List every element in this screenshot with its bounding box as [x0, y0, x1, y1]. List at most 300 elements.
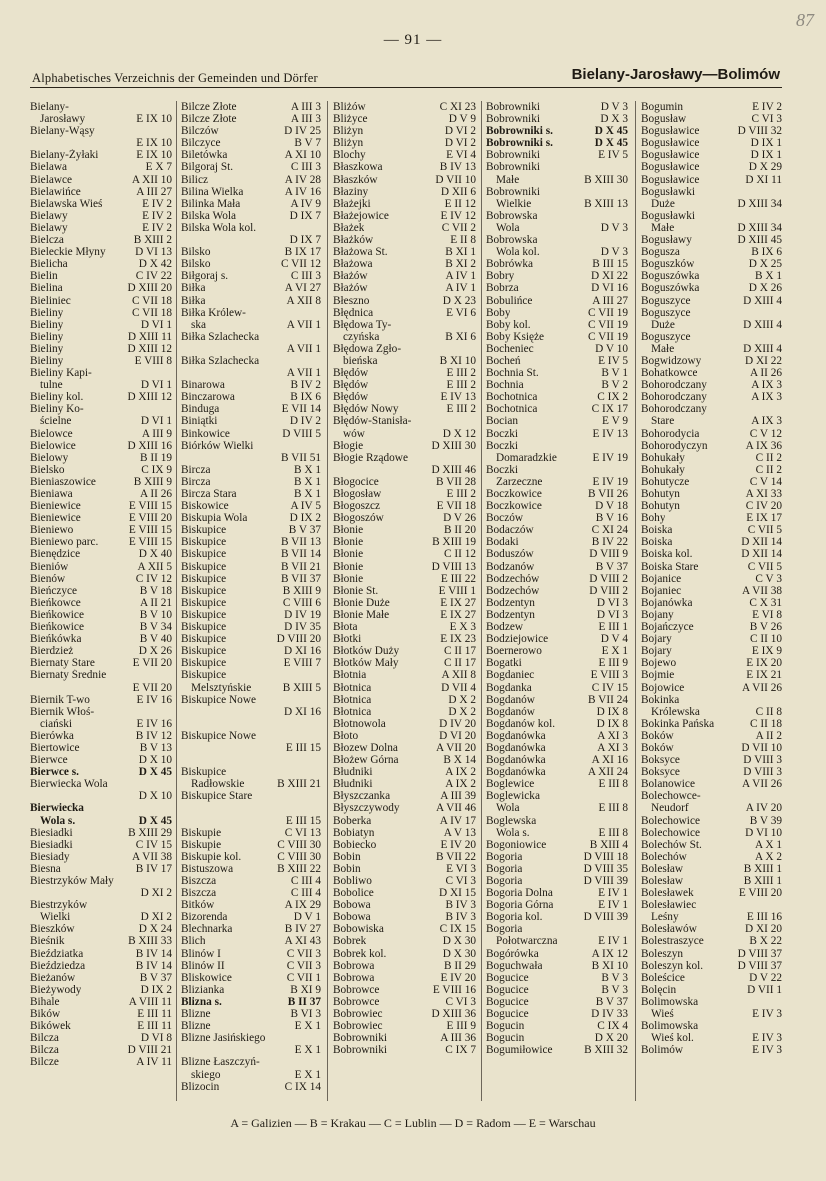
locality-name: Biskupice [181, 548, 227, 561]
locality-code: C VIII 30 [277, 850, 321, 863]
locality-code: D V 22 [749, 971, 782, 984]
locality-code: E III 11 [137, 1020, 172, 1033]
index-entry [641, 452, 782, 464]
locality-code: E IX 9 [751, 645, 782, 658]
index-entry [333, 101, 476, 113]
locality-name: Bolanowice [641, 778, 695, 791]
locality-code: A XI 3 [597, 729, 628, 742]
locality-code: E IV 3 [752, 1032, 782, 1045]
index-entry [30, 125, 172, 137]
locality-code: E III 8 [598, 778, 628, 791]
locality-code: B VII 14 [281, 548, 321, 561]
locality-code: B V 39 [749, 814, 782, 827]
locality-name: Bobrowa [333, 959, 375, 972]
index-entry [30, 512, 172, 524]
locality-name: Biernik Włoś- [30, 705, 95, 718]
locality-name: Bodzentyn [486, 608, 535, 621]
locality-code: A IX 2 [445, 766, 476, 779]
locality-code: C VI 13 [284, 826, 321, 839]
index-entry [30, 1020, 172, 1032]
index-entry [181, 101, 321, 113]
index-entry [486, 101, 628, 113]
locality-name: Biskupice [181, 536, 227, 549]
locality-code: C VII 18 [132, 294, 172, 307]
locality-name: Blizna s. [181, 995, 222, 1008]
locality-code: C IX 17 [591, 403, 628, 416]
locality-name: Bobulińce [486, 294, 533, 307]
locality-name: Boiska Stare [641, 560, 699, 573]
index-entry [641, 827, 782, 839]
index-entry [333, 706, 476, 718]
locality-name: Blizianka [181, 983, 225, 996]
index-entry [333, 923, 476, 935]
index-entry [641, 682, 782, 694]
locality-code: D XI 20 [744, 923, 782, 936]
locality-name: Bieśnik [30, 935, 65, 948]
index-entry [641, 730, 782, 742]
locality-name: Bogoria [486, 862, 523, 875]
locality-name: Bodziejowice [486, 633, 549, 646]
locality-code: B XIII 13 [584, 197, 628, 210]
index-entry [333, 331, 476, 343]
index-entry [333, 887, 476, 899]
index-entry [486, 742, 628, 754]
index-entry [641, 1020, 782, 1032]
locality-name: Bogoria [486, 923, 523, 936]
locality-code: A XI 3 [597, 741, 628, 754]
locality-code [319, 307, 321, 319]
locality-code: B XIII 32 [584, 1044, 628, 1057]
index-entry [641, 307, 782, 319]
locality-name: Boleścice [641, 971, 685, 984]
locality-name: Bierdzież [30, 645, 74, 658]
locality-name: Bojary [641, 645, 672, 658]
locality-name: Bogdanów kol. [486, 717, 556, 730]
index-entry [641, 415, 782, 427]
locality-code: E III 8 [598, 826, 628, 839]
index-entry [333, 125, 476, 137]
index-entry [641, 512, 782, 524]
index-entry [30, 960, 172, 972]
locality-code: E III 2 [446, 488, 476, 500]
index-entry [30, 911, 172, 923]
locality-code: A III 9 [141, 427, 172, 440]
index-entry [333, 718, 476, 730]
index-entry [641, 597, 782, 609]
locality-code: E X 1 [294, 1068, 321, 1081]
locality-code: D X 10 [138, 790, 172, 803]
locality-name: Bielawińce [30, 185, 81, 198]
locality-name: Boiska [641, 524, 673, 537]
index-entry [486, 343, 628, 355]
locality-name: Bieńkowice [30, 608, 84, 621]
locality-name: Boczki [486, 427, 518, 440]
locality-name: Bobolice [333, 887, 374, 900]
locality-code: E X 3 [449, 621, 476, 634]
locality-code [626, 186, 628, 198]
locality-name: Boksyce [641, 766, 680, 779]
locality-name: Błonie [333, 572, 364, 585]
locality-name: Boleszyn [641, 947, 684, 960]
locality-name: Bilcza [30, 1044, 59, 1057]
locality-code: B VII 24 [588, 693, 628, 706]
locality-code [170, 125, 172, 137]
locality-name: Błażowa St. [333, 246, 388, 259]
locality-code: B V 13 [139, 741, 172, 754]
locality-name: Biskupice [181, 657, 227, 670]
locality-code: D X 45 [138, 814, 172, 827]
locality-code: C III 3 [290, 161, 321, 174]
locality-code: A VII 1 [286, 367, 321, 380]
index-entry [333, 766, 476, 778]
locality-code: D VI 1 [140, 379, 172, 392]
locality-code: A IV 9 [290, 197, 321, 210]
locality-code [170, 367, 172, 379]
index-entry [181, 464, 321, 476]
locality-code [319, 694, 321, 706]
locality-name: ciański [40, 717, 72, 730]
locality-code: A XI 16 [591, 754, 628, 767]
index-entry [486, 863, 628, 875]
locality-name: skiego [191, 1068, 221, 1081]
locality-name: Bienów [30, 572, 66, 585]
index-entry [486, 573, 628, 585]
locality-name: Bieniewo [30, 524, 74, 537]
locality-name: Biłka Szlachecka [181, 354, 260, 367]
index-entry [181, 1020, 321, 1032]
locality-code: E IX 10 [136, 113, 172, 126]
index-entry [641, 1044, 782, 1056]
locality-code: E II 12 [444, 197, 476, 210]
index-entry [641, 343, 782, 355]
index-entry [333, 379, 476, 391]
locality-code: C II 10 [749, 633, 782, 646]
locality-name: Bieliny Ko- [30, 403, 84, 416]
index-entry [333, 174, 476, 186]
locality-name: Błonie [333, 548, 364, 561]
index-entry [486, 536, 628, 548]
locality-code: C V 3 [755, 572, 782, 585]
locality-code [170, 875, 172, 887]
index-entry [181, 851, 321, 863]
index-entry [30, 827, 172, 839]
index-entry [30, 234, 172, 246]
locality-name: Bolesławiec [641, 899, 697, 912]
index-entry [30, 379, 172, 391]
index-entry [486, 1044, 628, 1056]
index-entry [30, 597, 172, 609]
locality-name: Bohorodczany [641, 391, 707, 404]
locality-name: Biskupie [181, 826, 222, 839]
locality-code: B IX 17 [284, 246, 321, 259]
locality-name: Bolimowska [641, 995, 699, 1008]
locality-name: Bogdanówka [486, 754, 546, 767]
index-entry [333, 137, 476, 149]
locality-code: D X 26 [748, 282, 782, 295]
locality-name: Binduga [181, 403, 220, 416]
locality-code: E IV 13 [592, 427, 628, 440]
locality-code: B IV 13 [439, 161, 476, 174]
locality-name: Błędnica [333, 306, 374, 319]
column-1 [30, 101, 172, 1101]
locality-code: B V 37 [288, 524, 321, 537]
locality-code: E X 1 [294, 1044, 321, 1057]
locality-name: Biskupice [181, 596, 227, 609]
locality-code: D VIII 18 [583, 850, 628, 863]
index-entry [333, 307, 476, 319]
locality-name: Bielawy [30, 209, 68, 222]
locality-code: D IX 2 [140, 983, 172, 996]
locality-code: A IV 28 [284, 173, 321, 186]
locality-name: Bielowce [30, 427, 73, 440]
index-entry [333, 403, 476, 415]
locality-name: Wola [496, 802, 520, 815]
index-entry [30, 585, 172, 597]
locality-code: B XIII 1 [743, 875, 782, 887]
locality-name: Błażów [333, 270, 368, 283]
index-entry [486, 960, 628, 972]
locality-name: Małe [651, 221, 675, 234]
index-entry [641, 137, 782, 149]
index-entry [30, 331, 172, 343]
locality-name: Bobrowniki s. [486, 125, 553, 138]
index-entry [486, 488, 628, 500]
locality-code: A VII 46 [436, 802, 476, 815]
locality-code: C VI 3 [445, 995, 476, 1008]
locality-name: Bieńkowice [30, 621, 84, 634]
locality-name: Boglewice [486, 778, 535, 791]
locality-name: Bielany-Wąsy [30, 125, 95, 138]
index-entry [30, 198, 172, 210]
locality-name: Błonie [333, 524, 364, 537]
index-entry [641, 440, 782, 452]
locality-code: D V 1 [293, 911, 321, 924]
index-entry [641, 174, 782, 186]
locality-name: Bircza [181, 475, 211, 488]
locality-code: D IV 20 [439, 717, 476, 730]
index-entry [641, 1008, 782, 1020]
index-entry [641, 887, 782, 899]
locality-code: E III 22 [440, 572, 476, 585]
locality-code: B IV 3 [445, 899, 476, 912]
locality-name: Małe [651, 342, 675, 355]
index-entry [486, 137, 628, 149]
locality-code [474, 343, 476, 355]
locality-code: A VII 20 [436, 741, 476, 754]
index-entry [641, 246, 782, 258]
index-entry [333, 500, 476, 512]
locality-name: Bieniewice [30, 512, 81, 525]
index-entry [181, 379, 321, 391]
index-entry [486, 403, 628, 415]
index-entry [641, 694, 782, 706]
locality-code: B IV 2 [290, 379, 321, 392]
locality-code: A VII 38 [742, 584, 782, 597]
index-entry [181, 258, 321, 270]
locality-code: C IV 22 [135, 270, 172, 283]
locality-code: D XI 15 [438, 887, 476, 900]
column-divider [635, 101, 636, 1101]
locality-code: E IV 1 [598, 887, 628, 900]
index-entry [181, 911, 321, 923]
locality-name: Bogdaniec [486, 669, 535, 682]
page-number: — 91 — [383, 32, 443, 48]
locality-code: D X 25 [748, 258, 782, 271]
locality-name: Binkowice [181, 427, 230, 440]
index-entry [181, 899, 321, 911]
locality-name: Boglewska [486, 814, 537, 827]
locality-name: Bobrowniki [486, 161, 540, 174]
locality-code: A III 3 [290, 101, 321, 113]
locality-code: D VIII 3 [743, 766, 782, 779]
locality-code: C X 31 [749, 596, 782, 609]
locality-code: E VI 4 [446, 149, 476, 162]
index-entry [333, 512, 476, 524]
locality-code: B V 37 [139, 971, 172, 984]
index-entry [486, 161, 628, 173]
index-entry [333, 548, 476, 560]
locality-code: D X 45 [594, 137, 628, 150]
index-entry [333, 790, 476, 802]
locality-code: C IV 12 [135, 572, 172, 585]
locality-code: E IX 17 [746, 512, 782, 525]
locality-code: D X 40 [138, 548, 172, 561]
locality-name: Bilsko [181, 258, 211, 271]
locality-name: Bodzanów [486, 560, 535, 573]
index-entry [641, 609, 782, 621]
locality-code: D X 30 [442, 935, 476, 948]
locality-name: Bielowice [30, 439, 76, 452]
locality-name: Bogoniowice [486, 838, 547, 851]
locality-name: Bobrowniki [486, 185, 540, 198]
index-entry [486, 270, 628, 282]
locality-name: Bielany- [30, 101, 69, 113]
index-entry [30, 694, 172, 706]
locality-code: B VI 3 [290, 1008, 321, 1021]
locality-code: B X 1 [294, 488, 321, 500]
locality-code: E X 1 [294, 1020, 321, 1033]
locality-code: B XIII 9 [282, 584, 321, 597]
index-entry [641, 379, 782, 391]
locality-name: Bolesławów [641, 923, 697, 936]
locality-code [780, 331, 782, 343]
index-entry [333, 1032, 476, 1044]
locality-name: Bogatki [486, 657, 522, 670]
index-entry [333, 827, 476, 839]
locality-name: Bolimów [641, 1044, 684, 1057]
locality-name: Bieńczyce [30, 584, 78, 597]
locality-code: C VI 3 [751, 113, 782, 126]
locality-code: B IV 14 [135, 947, 172, 960]
locality-code: E VI 8 [752, 608, 782, 621]
locality-code [780, 790, 782, 802]
locality-name: Boczkowice [486, 488, 542, 500]
locality-name: Wola s. [496, 826, 530, 839]
index-entry [181, 887, 321, 899]
index-entry [181, 500, 321, 512]
locality-code: D V 3 [600, 221, 628, 234]
locality-name: Bobrowska [486, 234, 538, 247]
locality-name: Boguchwała [486, 959, 543, 972]
index-entry [30, 391, 172, 403]
index-entry [181, 476, 321, 488]
locality-code: E VIII 15 [128, 500, 172, 513]
locality-name: Błotnowola [333, 717, 386, 730]
index-entry [30, 863, 172, 875]
index-entry [181, 706, 321, 718]
index-entry [30, 972, 172, 984]
locality-code [626, 210, 628, 222]
locality-code: D IV 35 [284, 621, 321, 634]
index-entry [641, 863, 782, 875]
index-entry [333, 875, 476, 887]
locality-code: D X 26 [138, 645, 172, 658]
locality-name: Wieś [651, 1008, 674, 1021]
index-entry [181, 234, 321, 246]
locality-code: E IX 27 [440, 596, 476, 609]
locality-code: E VI 6 [446, 306, 476, 319]
locality-code: B V 37 [595, 560, 628, 573]
locality-name: Bogdanka [486, 681, 532, 694]
index-entry [486, 984, 628, 996]
locality-name: Błonie St. [333, 584, 379, 597]
index-entry [641, 464, 782, 476]
locality-code: B XI 1 [445, 246, 476, 259]
locality-name: Duże [651, 318, 675, 331]
index-entry [30, 295, 172, 307]
index-entry [333, 802, 476, 814]
locality-code: B VII 21 [281, 560, 321, 573]
locality-name: Bohatkowce [641, 367, 698, 380]
index-entry [641, 234, 782, 246]
index-entry [641, 718, 782, 730]
locality-name: Bogusławice [641, 125, 700, 138]
locality-code: E VII 18 [436, 500, 476, 513]
locality-name: Błażków [333, 234, 374, 247]
index-entry [486, 355, 628, 367]
locality-code: D VIII 37 [737, 947, 782, 960]
locality-code: E VI 3 [446, 862, 476, 875]
locality-code: E IV 12 [440, 209, 476, 222]
locality-name: Blochy [333, 149, 366, 162]
index-entry [333, 343, 476, 355]
index-entry [641, 210, 782, 222]
locality-name: Bogusławice [641, 149, 700, 162]
locality-code [319, 669, 321, 681]
locality-code: D IX 1 [750, 137, 782, 150]
locality-code: E IX 27 [440, 608, 476, 621]
locality-name: Błędów [333, 367, 369, 380]
locality-name: Małe [496, 173, 520, 186]
locality-name: Bobrowce [333, 995, 380, 1008]
locality-name: Bocian [486, 415, 518, 428]
locality-name: Bogucin [486, 1020, 525, 1033]
locality-code: B V 37 [595, 995, 628, 1008]
locality-name: Bobrowniki [333, 1044, 387, 1057]
locality-code: D VI 20 [439, 729, 476, 742]
index-entry [641, 331, 782, 343]
locality-name: Bieżanów [30, 971, 76, 984]
locality-name: Melsztyńskie [191, 681, 252, 694]
locality-code: E IV 3 [752, 1008, 782, 1021]
locality-code: C VII 5 [747, 524, 782, 537]
locality-code: D XI 11 [745, 173, 782, 186]
index-entry [333, 645, 476, 657]
locality-code: E VIII 20 [738, 887, 782, 900]
index-entry [30, 476, 172, 488]
index-entry [486, 174, 628, 186]
index-entry [641, 186, 782, 198]
